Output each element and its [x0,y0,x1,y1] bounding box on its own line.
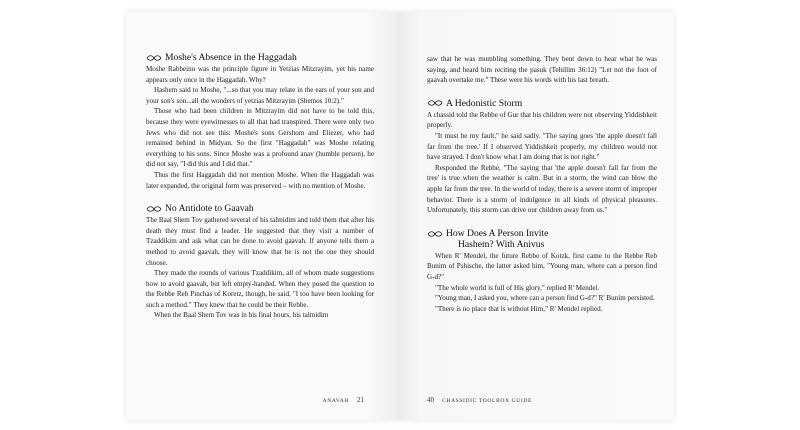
section-heading [427,228,657,250]
paragraph: When R' Mendel, the future Rebbe of Kotzk, first came to the Rebbe Reb Bunim of Pshische, the latter asked him, "Young man, where can a person find G-d?" [427,251,657,281]
running-footer [323,396,364,404]
paragraph: saw that he was mumbling something. They bent down to hear what he was saying, and heard him reciting the pasuk (Tehillim 36:12) "Let not the foot of gaavah overtake me." These were his words with his last breath. [427,55,657,85]
paragraph: "The whole world is full of His glory," replied R' Mendel. [435,283,600,292]
paragraph: Moshe Rabbeinu was the principle figure in Yetzias Mitzrayim, yet his name appears only once in the Haggadah. Why? [146,65,374,84]
running-footer [427,396,532,404]
paragraph: Thus the first Haggadah did not mention Moshe. When the Haggadah was later expanded, the original form was preserved – with no mention of Moshe. [146,170,374,190]
right-column [427,54,657,314]
book-spread [126,12,674,420]
ornament-icon [427,230,443,238]
running-footer-label: ANAVAH [322,398,349,404]
paragraph: The Baal Shem Tov gathered several of his talmidim and told them that after his death they must find a leader. He suggested that they visit a number of Tzaddikim and ask what can be done to avoid gaavah. If anyone tells them a method to avoid gaavah, they will know that he is not the one they should choose. [146,216,374,267]
paragraph: Those who had been children in Mitzrayim did not have to be told this, because they were eyewitnesses to all that had transpired. There were only two Jews who did not see this: Moshe's sons Gershom and Eliezer, who had remained behind in Midyan. So the first "Haggadah" was Moshe relating everything to his sons. Since Moshe was a profound anav (humble person), he did not say, "I did this and I did that." [146,107,374,169]
section-heading [427,98,657,109]
ornament-icon [427,99,443,107]
section-title-line-1: How Does A Person Invite [446,227,549,239]
section-heading [146,203,374,214]
ornament-icon [146,205,162,213]
section-title: No Antidote to Gaavah [165,203,254,215]
paragraph: "There is no place that is without Him," R' Mendel replied. [435,304,603,313]
section-title-line-2: Hashem? With Anivus [458,238,545,250]
paragraph: A chassid told the Rebbe of Gur that his children were not observing Yiddishkeit properly. [427,110,657,130]
left-column [146,52,374,321]
paragraph: "Young man, I asked you, where can a person find G-d?" R' Bunim persisted. [435,294,655,303]
section-title: Moshe's Absence in the Haggadah [165,52,297,63]
section-heading [146,52,374,63]
page-number: 21 [357,396,364,404]
running-footer-label: CHASSIDIC TOOLBOX GUIDE [442,398,533,404]
paragraph: Responded the Rebbe, "The saying that 'the apple doesn't fall far from the tree' is true when the weather is calm. But in a storm, the wind can blow the apple far from the tree. In the world of today, there is a severe storm of improper behavior. There is a storm of indulgence in all kinds of physical pleasures. Unfortunately, this storm can drive our children away from us." [427,163,657,215]
left-page [126,12,398,420]
paragraph: "It must be my fault," he said sadly. "The saying goes 'the apple doesn't fall far from the tree.' If I observed Yiddishkeit properly, my children would not have strayed. I don't know what I am doing that is not right." [427,131,657,162]
right-page [398,12,674,420]
ornament-icon [146,54,162,62]
paragraph: They made the rounds of various Tzaddikim, all of whom made suggestions how to avoid gaavah, but left empty-handed. When they posed the question to the Rebbe Reb Pinchas of Koretz, though, he said, "I too have been looking for such a method." They knew that he could be their Rebbe. [146,269,374,309]
paragraph: Hashem said to Moshe, "...so that you may relate in the ears of your son and your son's son...all the wonders of yetzias Mitzrayim (Shemos 10:2)." [146,86,374,105]
section-title: A Hedonistic Storm [446,97,523,109]
page-number: 40 [427,396,434,404]
paragraph: When the Baal Shem Tov was in his final hours, his talmidim [154,311,329,320]
